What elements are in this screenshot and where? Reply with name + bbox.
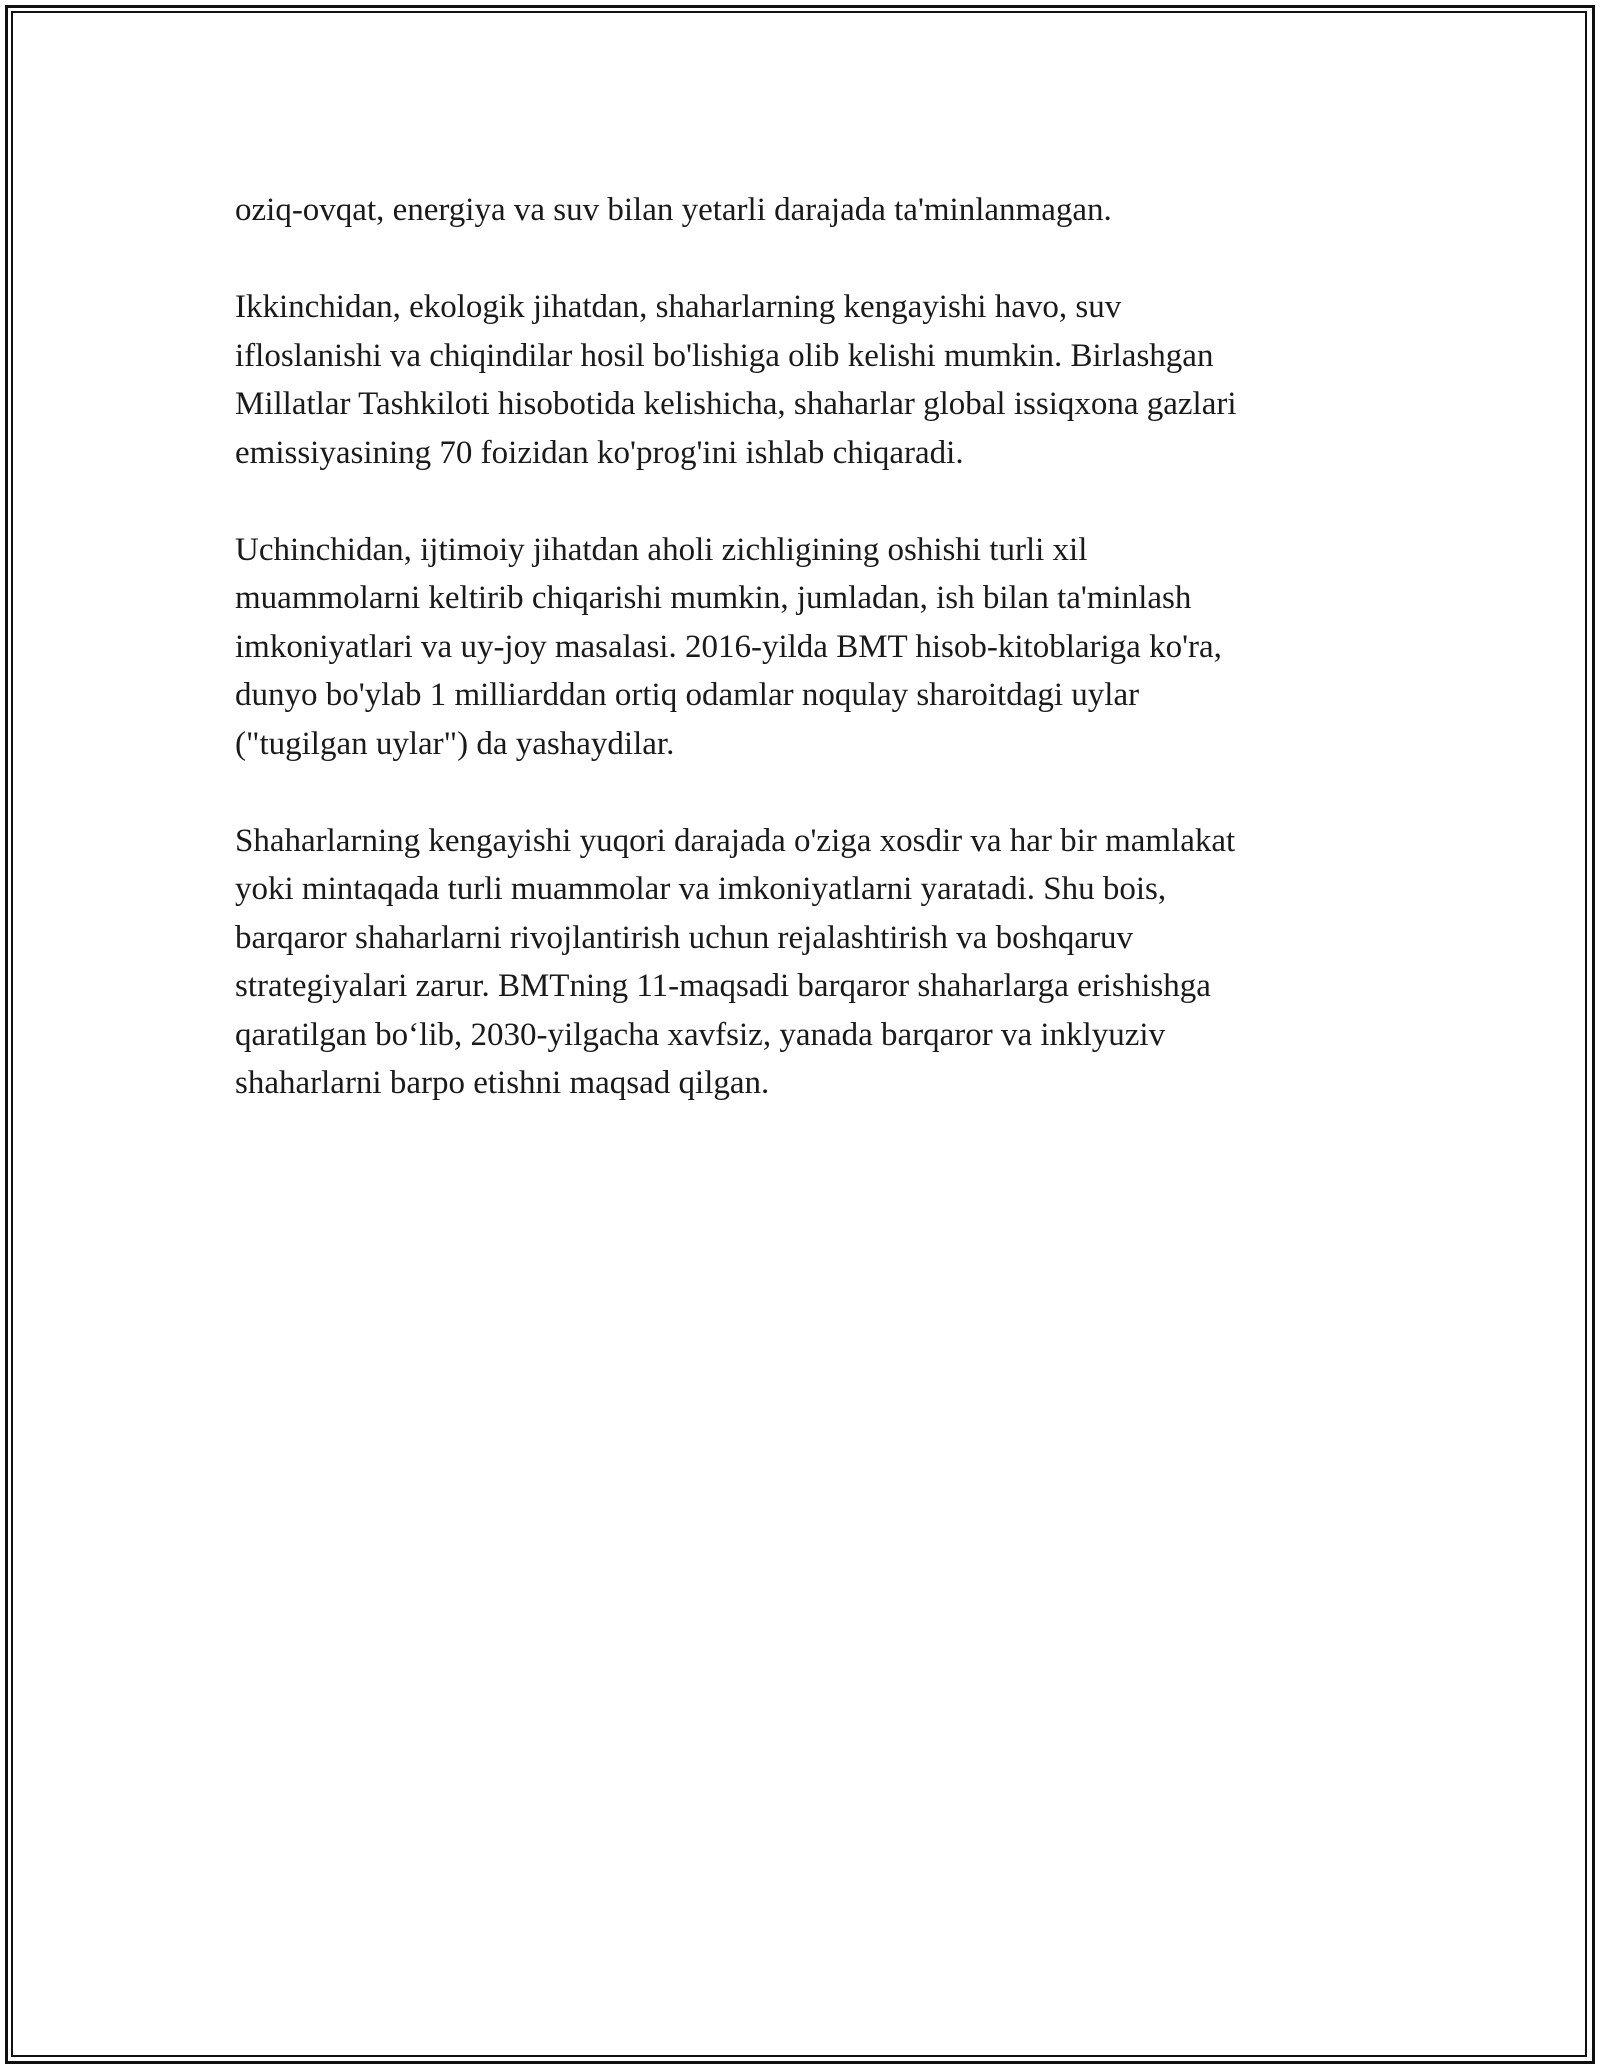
text-line: barqaror shaharlarni rivojlantirish uchun rejalashtirish va boshqaruv: [235, 919, 1134, 956]
paragraph-1: [235, 186, 1365, 235]
text-line: Millatlar Tashkiloti hisobotida kelishicha, shaharlar global issiqxona gazlari: [235, 386, 1237, 422]
text-line: ifloslanishi va chiqindilar hosil bo'lishiga olib kelishi mumkin. Birlashgan: [235, 337, 1214, 374]
text-line: muammolarni keltirib chiqarishi mumkin, jumladan, ish bilan ta'minlash: [235, 580, 1192, 616]
text-line: emissiyasining 70 foizidan ko'prog'ini ishlab chiqaradi.: [235, 434, 964, 471]
text-line: imkoniyatlari va uy-joy masalasi. 2016-yilda BMT hisob-kitoblariga ko'ra,: [235, 628, 1222, 665]
text-line: strategiyalari zarur. BMTning 11-maqsadi barqaror shaharlarga erishishga: [235, 968, 1211, 1004]
text-line: shaharlarni barpo etishni maqsad qilgan.: [235, 1065, 770, 1101]
text-line: dunyo bo'ylab 1 milliarddan ortiq odamlar noqulay sharoitdagi uylar: [235, 677, 1140, 713]
document-body: [235, 186, 1365, 1156]
paragraph-2: [235, 283, 1365, 477]
paragraph-4: [235, 817, 1365, 1108]
paragraph-3: [235, 526, 1365, 769]
text-line: ("tugilgan uylar") da yashaydilar.: [235, 725, 675, 762]
text-line: qaratilgan bo‘lib, 2030-yilgacha xavfsiz, yanada barqaror va inklyuziv: [235, 1016, 1166, 1053]
text-line: Uchinchidan, ijtimoiy jihatdan aholi zichligining oshishi turli xil: [235, 531, 1088, 568]
text-line: Ikkinchidan, ekologik jihatdan, shaharlarning kengayishi havo, suv: [235, 289, 1122, 325]
text-line: yoki mintaqada turli muammolar va imkoniyatlarni yaratadi. Shu bois,: [235, 871, 1167, 907]
text-line: Shaharlarning kengayishi yuqori darajada o'ziga xosdir va har bir mamlakat: [235, 822, 1236, 859]
text-line: oziq-ovqat, energiya va suv bilan yetarli darajada ta'minlanmagan.: [235, 192, 1112, 228]
